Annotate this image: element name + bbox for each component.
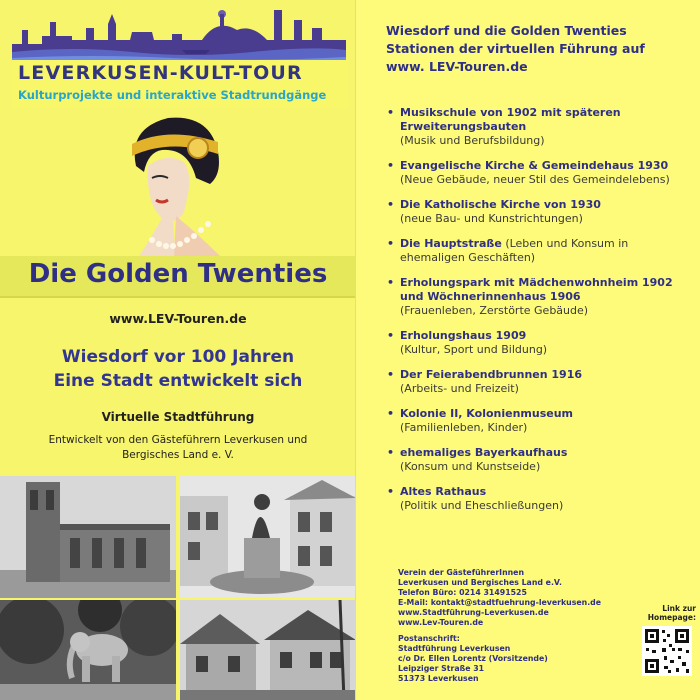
bullet-icon: •	[387, 329, 395, 342]
station-description: (Konsum und Kunstseide)	[400, 460, 541, 473]
main-title: Die Golden Twenties	[28, 259, 328, 289]
developed-by-note	[24, 433, 332, 463]
postal-line-1: Stadtführung Leverkusen	[398, 644, 511, 653]
developed-by-line-1: Entwickelt von den Gästeführern Leverkusen und	[48, 434, 308, 446]
station-item	[384, 329, 684, 357]
station-description: (Neue Gebäude, neuer Stil des Gemeindelebens)	[400, 173, 670, 186]
subheadline: Virtuelle Stadtführung	[101, 410, 255, 424]
city-skyline-illustration	[12, 0, 346, 64]
stations-heading-line-3[interactable]: www. LEV-Touren.de	[386, 59, 528, 74]
station-name: Erholungshaus 1909	[400, 329, 527, 342]
bullet-icon: •	[387, 198, 395, 211]
headline-line-1: Wiesdorf vor 100 Jahren	[61, 347, 295, 367]
contact-web-2[interactable]: www.Lev-Touren.de	[398, 618, 484, 627]
station-description: (Frauenleben, Zerstörte Gebäude)	[400, 304, 589, 317]
headline	[0, 345, 356, 393]
qr-label	[640, 604, 696, 622]
bullet-icon: •	[387, 407, 395, 420]
brand-subtitle: Kulturprojekte und interaktive Stadtrundgänge	[18, 88, 327, 102]
station-item	[384, 276, 684, 318]
station-description: (neue Bau- und Kunstrichtungen)	[400, 212, 583, 225]
brand-title: LEVERKUSEN-KULT-TOUR	[18, 62, 303, 84]
station-name: Altes Rathaus	[400, 485, 487, 498]
station-item	[384, 159, 684, 187]
bullet-icon: •	[387, 368, 395, 381]
right-panel	[356, 0, 700, 700]
postal-label: Postanschrift:	[398, 634, 460, 643]
postal-line-2: c/o Dr. Ellen Lorentz (Vorsitzende)	[398, 654, 548, 663]
station-name: Kolonie II, Kolonienmuseum	[400, 407, 574, 420]
website-url[interactable]: www.LEV-Touren.de	[109, 311, 247, 326]
bullet-icon: •	[387, 106, 395, 119]
brand-banner	[12, 60, 348, 108]
qr-code-icon[interactable]	[642, 626, 692, 676]
station-item	[384, 485, 684, 513]
flapper-woman-illustration	[118, 108, 238, 258]
church-tower-photo	[0, 476, 176, 598]
contact-web-1[interactable]: www.Stadtführung-Leverkusen.de	[398, 608, 549, 617]
contact-org-line-1: Verein der GästeführerInnen	[398, 568, 525, 577]
qr-label-line-2: Homepage:	[647, 613, 696, 622]
stations-list	[384, 106, 684, 524]
station-item	[384, 446, 684, 474]
station-name: ehemaliges Bayerkaufhaus	[400, 446, 568, 459]
station-name: Die Hauptstraße	[400, 237, 502, 250]
bullet-icon: •	[387, 276, 395, 289]
station-description: (Musik und Berufsbildung)	[400, 134, 545, 147]
station-description: (Kultur, Sport und Bildung)	[400, 343, 548, 356]
headline-line-2: Eine Stadt entwickelt sich	[53, 371, 303, 391]
contact-phone: Telefon Büro: 0214 31491525	[398, 588, 527, 597]
title-banner	[0, 256, 356, 298]
station-item	[384, 368, 684, 396]
station-description: (Politik und Eheschließungen)	[400, 499, 564, 512]
elephant-statue-photo	[0, 600, 176, 700]
bullet-icon: •	[387, 446, 395, 459]
stations-heading-line-2: Stationen der virtuellen Führung auf	[386, 41, 645, 56]
station-description: (Leben und Konsum in ehemaligen Geschäften)	[400, 237, 629, 264]
station-description: (Arbeits- und Freizeit)	[400, 382, 519, 395]
stations-heading	[386, 22, 686, 76]
developed-by-line-2: Bergisches Land e. V.	[122, 449, 234, 461]
station-name: Erholungspark mit Mädchenwohnheim 1902 und Wöchnerinnenhaus 1906	[400, 276, 673, 303]
bullet-icon: •	[387, 237, 395, 250]
station-name: Musikschule von 1902 mit späteren Erweiterungsbauten	[400, 106, 621, 133]
postal-line-3: Leipziger Straße 31	[398, 664, 485, 673]
fountain-photo	[180, 476, 356, 598]
station-name: Evangelische Kirche & Gemeindehaus 1930	[400, 159, 669, 172]
qr-label-line-1: Link zur	[662, 604, 696, 613]
station-item	[384, 237, 684, 265]
station-name: Die Katholische Kirche von 1930	[400, 198, 601, 211]
station-item	[384, 407, 684, 435]
contact-org-line-2: Leverkusen und Bergisches Land e.V.	[398, 578, 562, 587]
bullet-icon: •	[387, 485, 395, 498]
station-item	[384, 198, 684, 226]
street-houses-photo	[180, 600, 356, 700]
contact-email[interactable]: E-Mail: kontakt@stadtfuehrung-leverkusen.de	[398, 598, 602, 607]
station-description: (Familienleben, Kinder)	[400, 421, 528, 434]
stations-heading-line-1: Wiesdorf und die Golden Twenties	[386, 23, 627, 38]
postal-line-4: 51373 Leverkusen	[398, 674, 479, 683]
station-item	[384, 106, 684, 148]
contact-info	[398, 568, 638, 684]
station-name: Der Feierabendbrunnen 1916	[400, 368, 583, 381]
bullet-icon: •	[387, 159, 395, 172]
